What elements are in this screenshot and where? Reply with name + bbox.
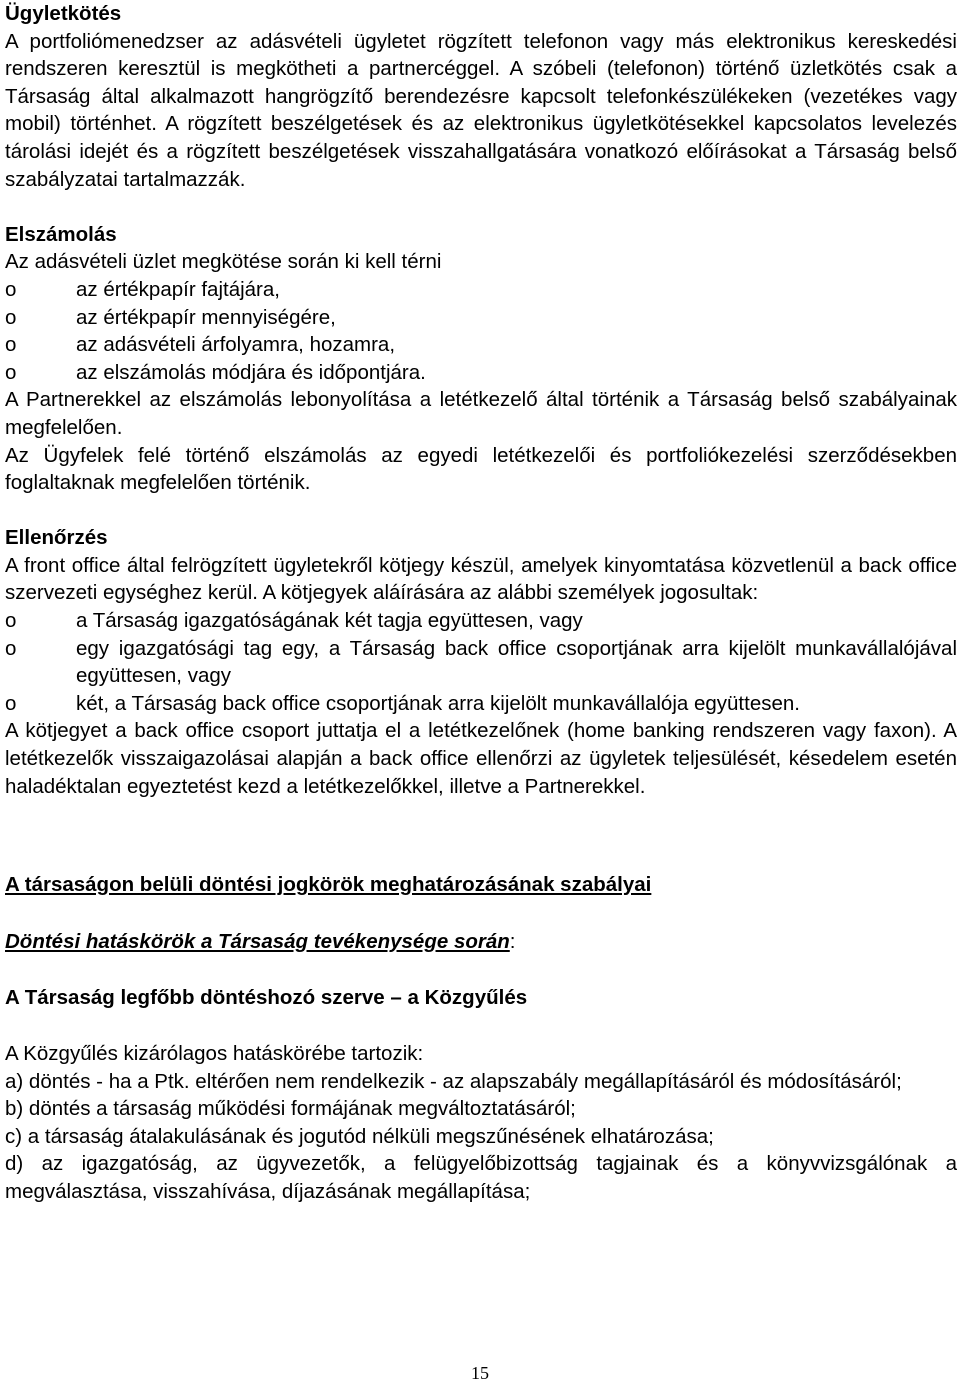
ellenorzes-paragraph: A kötjegyet a back office csoport juttatja el a letétkezelőnek (home banking rendszeren vagy faxon). A letétkezelők visszaigazolásai alapján a back office ellenőrzi az ügyletek teljesülését, késedelem esetén haladéktalan egyeztetést kezd a letétkezelőkkel, illetve a Partnerekkel. <box>5 719 957 798</box>
bullet-marker: o <box>5 305 17 329</box>
page-number: 15 <box>471 1363 489 1383</box>
elszamolas-paragraph-clients: Az Ügyfelek felé történő elszámolás az egyedi letétkezelői és portfoliókezelési szerződésekben foglaltaknak megfelelően történik. <box>5 443 957 495</box>
list-item: o a Társaság igazgatóságának két tagja együttesen, vagy <box>5 607 957 635</box>
document-page <box>5 0 957 1206</box>
list-item: o az értékpapír mennyiségére, <box>5 304 957 332</box>
section-heading-ellenorzes: Ellenőrzés <box>5 526 108 550</box>
ellenorzes-intro: A front office által felrögzített ügyletekről kötjegy készül, amelyek kinyomtatása közvetlenül a back office szervezeti egységhez kerül. A kötjegyek aláírására az alábbi személyek jogosultak: <box>5 553 957 605</box>
bullet-marker: o <box>5 277 17 301</box>
section-heading-elszamolas: Elszámolás <box>5 222 117 246</box>
kozgyules-intro: A Közgyűlés kizárólagos hatáskörébe tartozik: <box>5 1042 424 1065</box>
bullet-marker: o <box>5 360 17 384</box>
bullet-marker: o <box>5 636 17 660</box>
section-heading-ugyletkotes: Ügyletkötés <box>5 2 122 25</box>
subtitle-dontesi-hataskorok: Döntési hatáskörök a Társaság tevékenysége során: <box>5 929 516 953</box>
list-item: a) döntés - ha a Ptk. eltérően nem rendelkezik - az alapszabály megállapításáról és módosításáról; <box>5 1069 902 1093</box>
elszamolas-paragraph-partners: A Partnerekkel az elszámolás lebonyolítása a letétkezelő által történik a Társaság belső szabályainak megfelelően. <box>5 388 957 439</box>
elszamolas-bullet-list <box>5 276 957 386</box>
list-item: o két, a Társaság back office csoportjának arra kijelölt munkavállalója együttesen. <box>5 690 957 718</box>
list-item: o egy igazgatósági tag egy, a Társaság back office csoportjának arra kijelölt munkavállalójával együttesen, vagy <box>5 636 957 688</box>
ugyletkotes-paragraph: A portfoliómenedzser az adásvételi ügyletet rögzített telefonon vagy más elektronikus kereskedési rendszeren keresztül is megkötheti a partnercéggel. A szóbeli (telefonon) történő üzletkötés csak a Társaság által alkalmazott hangrögzítő berendezésre kapcsolt telefonkészülékeken (vezetékes vagy mobil) történhet. A rögzített beszélgetések és az elektronikus ügyletkötésekkel kapcsolatos levelezés tárolási idejét és a rögzített beszélgetések visszahallgatására vonatkozó előírásokat a Társaság belső szabályzatai tartalmazzák. <box>5 29 957 191</box>
section-title-dontesi-jogkorok: A társaságon belüli döntési jogkörök meghatározásának szabályai <box>5 873 652 897</box>
heading-kozgyules: A Társaság legfőbb döntéshozó szerve – a Közgyűlés <box>5 986 528 1010</box>
list-item: c) a társaság átalakulásának és jogutód nélküli megszűnésének elhatározása; <box>5 1124 714 1148</box>
list-item: d) az igazgatóság, az ügyvezetők, a felügyelőbizottság tagjainak és a könyvvizsgálónak a megválasztása, visszahívása, díjazásának megállapítása; <box>5 1152 957 1203</box>
list-item: o az elszámolás módjára és időpontjára. <box>5 359 957 387</box>
bullet-marker: o <box>5 609 17 633</box>
bullet-marker: o <box>5 691 17 715</box>
kozgyules-hataskor-list <box>5 1068 957 1206</box>
list-item: b) döntés a társaság működési formájának megváltoztatásáról; <box>5 1097 576 1121</box>
elszamolas-intro: Az adásvételi üzlet megkötése során ki kell térni <box>5 250 442 274</box>
list-item: o az értékpapír fajtájára, <box>5 276 957 304</box>
list-item: o az adásvételi árfolyamra, hozamra, <box>5 331 957 359</box>
bullet-marker: o <box>5 333 17 357</box>
ellenorzes-bullet-list <box>5 607 957 717</box>
